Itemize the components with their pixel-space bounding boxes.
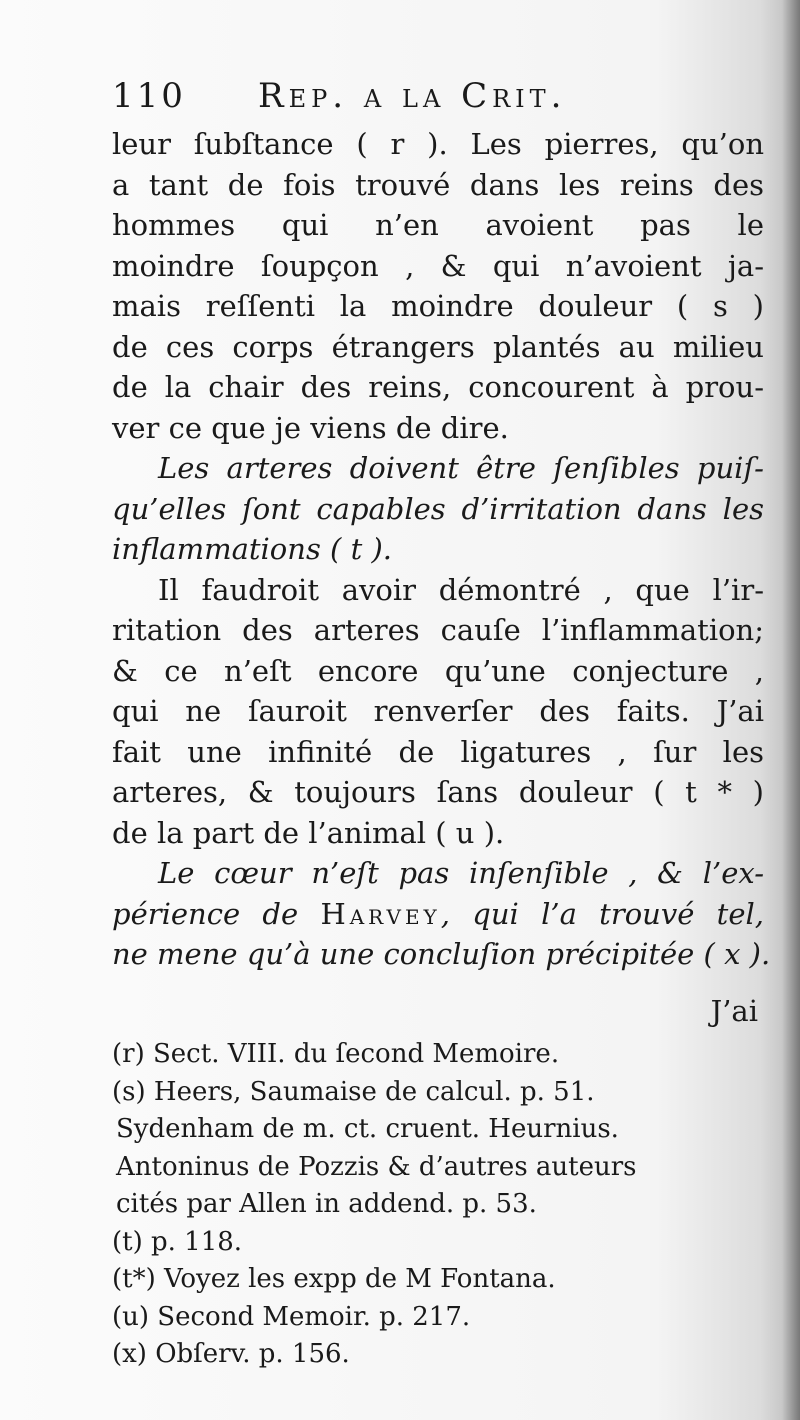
running-title: Rep. a la Crit.	[258, 76, 567, 116]
footnote-tstar: (t*) Voyez les expp de M Fontana.	[112, 1264, 556, 1294]
body-line: de ces corps étrangers plantés au milieu	[112, 329, 764, 364]
footnote-r: (r) Sect. VIII. du ſecond Memoire.	[112, 1039, 560, 1069]
body-text	[112, 124, 771, 975]
body-line: de la chair des reins, concourent à prou-	[112, 370, 764, 404]
body-line: ver ce que je viens de dire.	[112, 410, 509, 445]
author-name-harvey: Harvey	[320, 896, 441, 931]
footnote-x: (x) Obſerv. p. 156.	[112, 1339, 350, 1369]
text-run: , qui l’a trouvé tel,	[440, 896, 764, 931]
body-line: arteres, & toujours ſans douleur ( t * )	[112, 775, 764, 809]
catchword: J’ai	[710, 994, 758, 1028]
body-line: moindre ſoupçon , & qui n’avoient ja-	[112, 248, 764, 283]
body-line: qui ne ſauroit renverſer des faits. J’ai	[112, 694, 764, 728]
body-line: a tant de fois trouvé dans les reins des	[112, 167, 764, 202]
footnote-s4: cités par Allen in addend. p. 53.	[116, 1189, 537, 1219]
body-line: Le cœur n’eſt pas inſenſible , & l’ex-	[158, 856, 764, 890]
body-line: fait une infinité de ligatures , ſur les	[112, 734, 764, 769]
body-line: hommes qui n’en avoient pas le	[112, 208, 764, 242]
page-header	[112, 72, 752, 122]
harvey-paragraph	[112, 853, 771, 975]
body-line: mais reſſenti la moindre douleur ( s )	[112, 289, 764, 323]
text-run: périence de	[112, 896, 321, 931]
body-line: Les arteres doivent être ſenſibles puiſ-	[158, 451, 764, 485]
page-number: 110	[112, 76, 186, 116]
footnote-s3: Antoninus de Pozzis & d’autres auteurs	[116, 1151, 637, 1182]
body-line: leur ſubſtance ( r ). Les pierres, qu’on	[112, 127, 764, 161]
body-line: & ce n’eſt encore qu’une conjecture ,	[112, 653, 764, 688]
footnote-s1: (s) Heers, Saumaise de calcul. p. 51.	[112, 1076, 595, 1107]
footnote-u: (u) Second Memoir. p. 217.	[112, 1301, 471, 1332]
spine-shadow	[782, 0, 800, 1420]
body-lines	[112, 124, 764, 853]
body-line: ritation des arteres cauſe l’inflammation;	[112, 613, 764, 647]
body-line	[112, 894, 764, 935]
body-line: qu’elles ſont capables d’irritation dans les	[112, 491, 764, 526]
body-line: inflammations ( t ).	[112, 532, 392, 566]
footnote-t: (t) p. 118.	[112, 1226, 243, 1257]
body-line: Il faudroit avoir démontré , que l’ir-	[158, 572, 764, 607]
footnotes	[112, 1036, 772, 1374]
footnote-s2: Sydenham de m. ct. cruent. Heurnius.	[116, 1114, 619, 1144]
body-line: de la part de l’animal ( u ).	[112, 815, 505, 850]
body-line: ne mene qu’à une concluſion précipitée ( x ).	[112, 937, 771, 971]
